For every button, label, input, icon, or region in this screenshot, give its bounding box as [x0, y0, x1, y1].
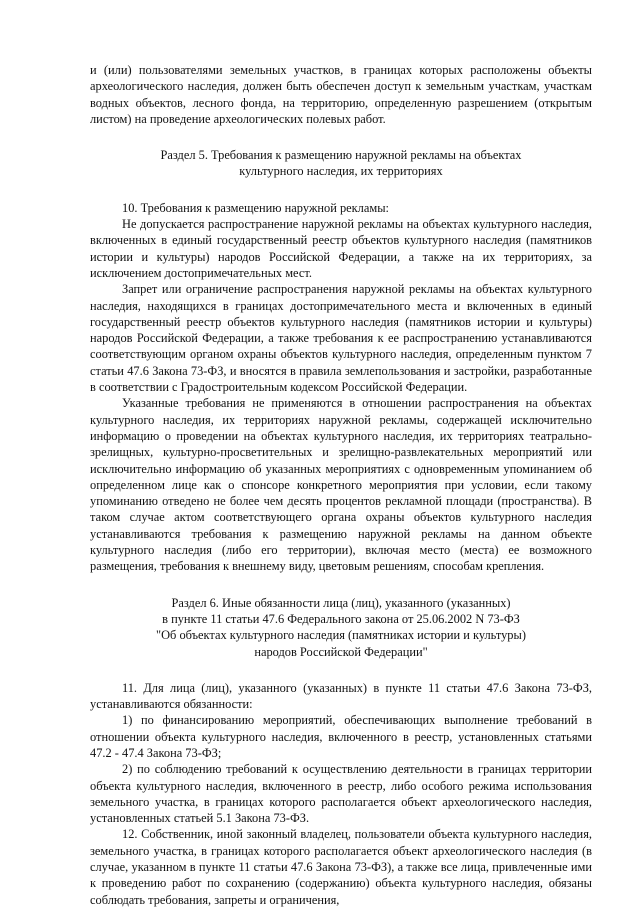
spacer: [90, 127, 592, 147]
spacer: [90, 180, 592, 200]
section5-heading: [90, 147, 592, 180]
document-page: [90, 62, 592, 908]
intro-paragraph: и (или) пользователями земельных участков, в границах которых расположены объекты археологического наследия, должен быть обеспечен доступ к земельным участкам, участкам водных объектов, лесного фонда, на территорию, определенную разрешением (открытым листом) на проведение археологических полевых работ.: [90, 63, 592, 126]
item12-paragraph: 12. Собственник, иной законный владелец, пользователи объекта культурного наследия, земельного участка, в границах которого располагается объект археологического наследия (в случае, указанном в пункте 11 статьи 47.6 Закона 73-ФЗ), а также все лица, привлеченные ими к проведению работ по сохранению (содержанию) объекта культурного наследия, обязаны соблюдать требования, запреты и ограничения,: [90, 827, 592, 907]
section6-heading-line3: "Об объектах культурного наследия (памятниках истории и культуры): [156, 628, 526, 643]
section6-heading: [90, 595, 592, 660]
section5-paragraph-2: Запрет или ограничение распространения наружной рекламы на объектах культурного наследия, находящихся в границах достопримечательного места и включенных в единый государственный реестр объектов культурного наследия (памятников истории и культуры) народов Российской Федерации, а также требования к ее распространению устанавливаются соответствующим органом охраны объектов культурного наследия, определенным пунктом 7 статьи 47.6 Закона 73-ФЗ, и вносятся в правила землепользования и застройки, разработанные в соответствии с Градостроительным кодексом Российской Федерации.: [90, 282, 592, 395]
section5-heading-line2: культурного наследия, их территориях: [239, 164, 443, 179]
section5-paragraph-3: Указанные требования не применяются в отношении распространения на объектах культурного наследия, их территориях наружной рекламы, содержащей исключительно информацию о проведении на объектах культурного наследия, их территориях театрально-зрелищных, культурно-просветительных и зрелищно-развлекательных мероприятий или исключительно информацию об указанных мероприятиях с одновременным упоминанием об определенном лице как о спонсоре конкретного мероприятия при условии, если такому упоминанию отведено не более чем десять процентов рекламной площади (пространства). В таком случае актом соответствующего органа охраны объектов культурного наследия устанавливаются требования к размещению наружной рекламы на данном объекте культурного наследия (либо его территории), включая место (места) ее возможного размещения, требования к внешнему виду, цветовым решениям, способам крепления.: [90, 396, 592, 574]
item11-subitem-1: 1) по финансированию мероприятий, обеспечивающих выполнение требований в отношении объекта культурного наследия, включенного в реестр, установленных статьями 47.2 - 47.4 Закона 73-ФЗ;: [90, 713, 592, 760]
section6-heading-line1: Раздел 6. Иные обязанности лица (лиц), указанного (указанных): [171, 595, 511, 610]
spacer: [90, 660, 592, 680]
section6-heading-line4: народов Российской Федерации": [254, 644, 428, 659]
section5-heading-line1: Раздел 5. Требования к размещению наружной рекламы на объектах: [160, 148, 522, 163]
item11-paragraph: 11. Для лица (лиц), указанного (указанных) в пункте 11 статьи 47.6 Закона 73-ФЗ, устанавливаются обязанности:: [90, 680, 592, 712]
item10-title: 10. Требования к размещению наружной рекламы:: [122, 200, 389, 215]
item11-subitem-2: 2) по соблюдению требований к осуществлению деятельности в границах территории объекта культурного наследия, включенного в реестр, либо особого режима использования земельного участка, в границах которого располагается объект археологического наследия, установленных статьей 5.1 Закона 73-ФЗ.: [90, 762, 592, 826]
spacer: [90, 575, 592, 595]
section6-heading-line2: в пункте 11 статьи 47.6 Федерального закона от 25.06.2002 N 73-ФЗ: [162, 611, 520, 626]
section5-paragraph-1: Не допускается распространение наружной рекламы на объектах культурного наследия, включенных в единый государственный реестр объектов культурного наследия (памятников истории и культуры) народов Российской Федерации, а также на их территориях, за исключением достопримечательных мест.: [90, 217, 592, 280]
